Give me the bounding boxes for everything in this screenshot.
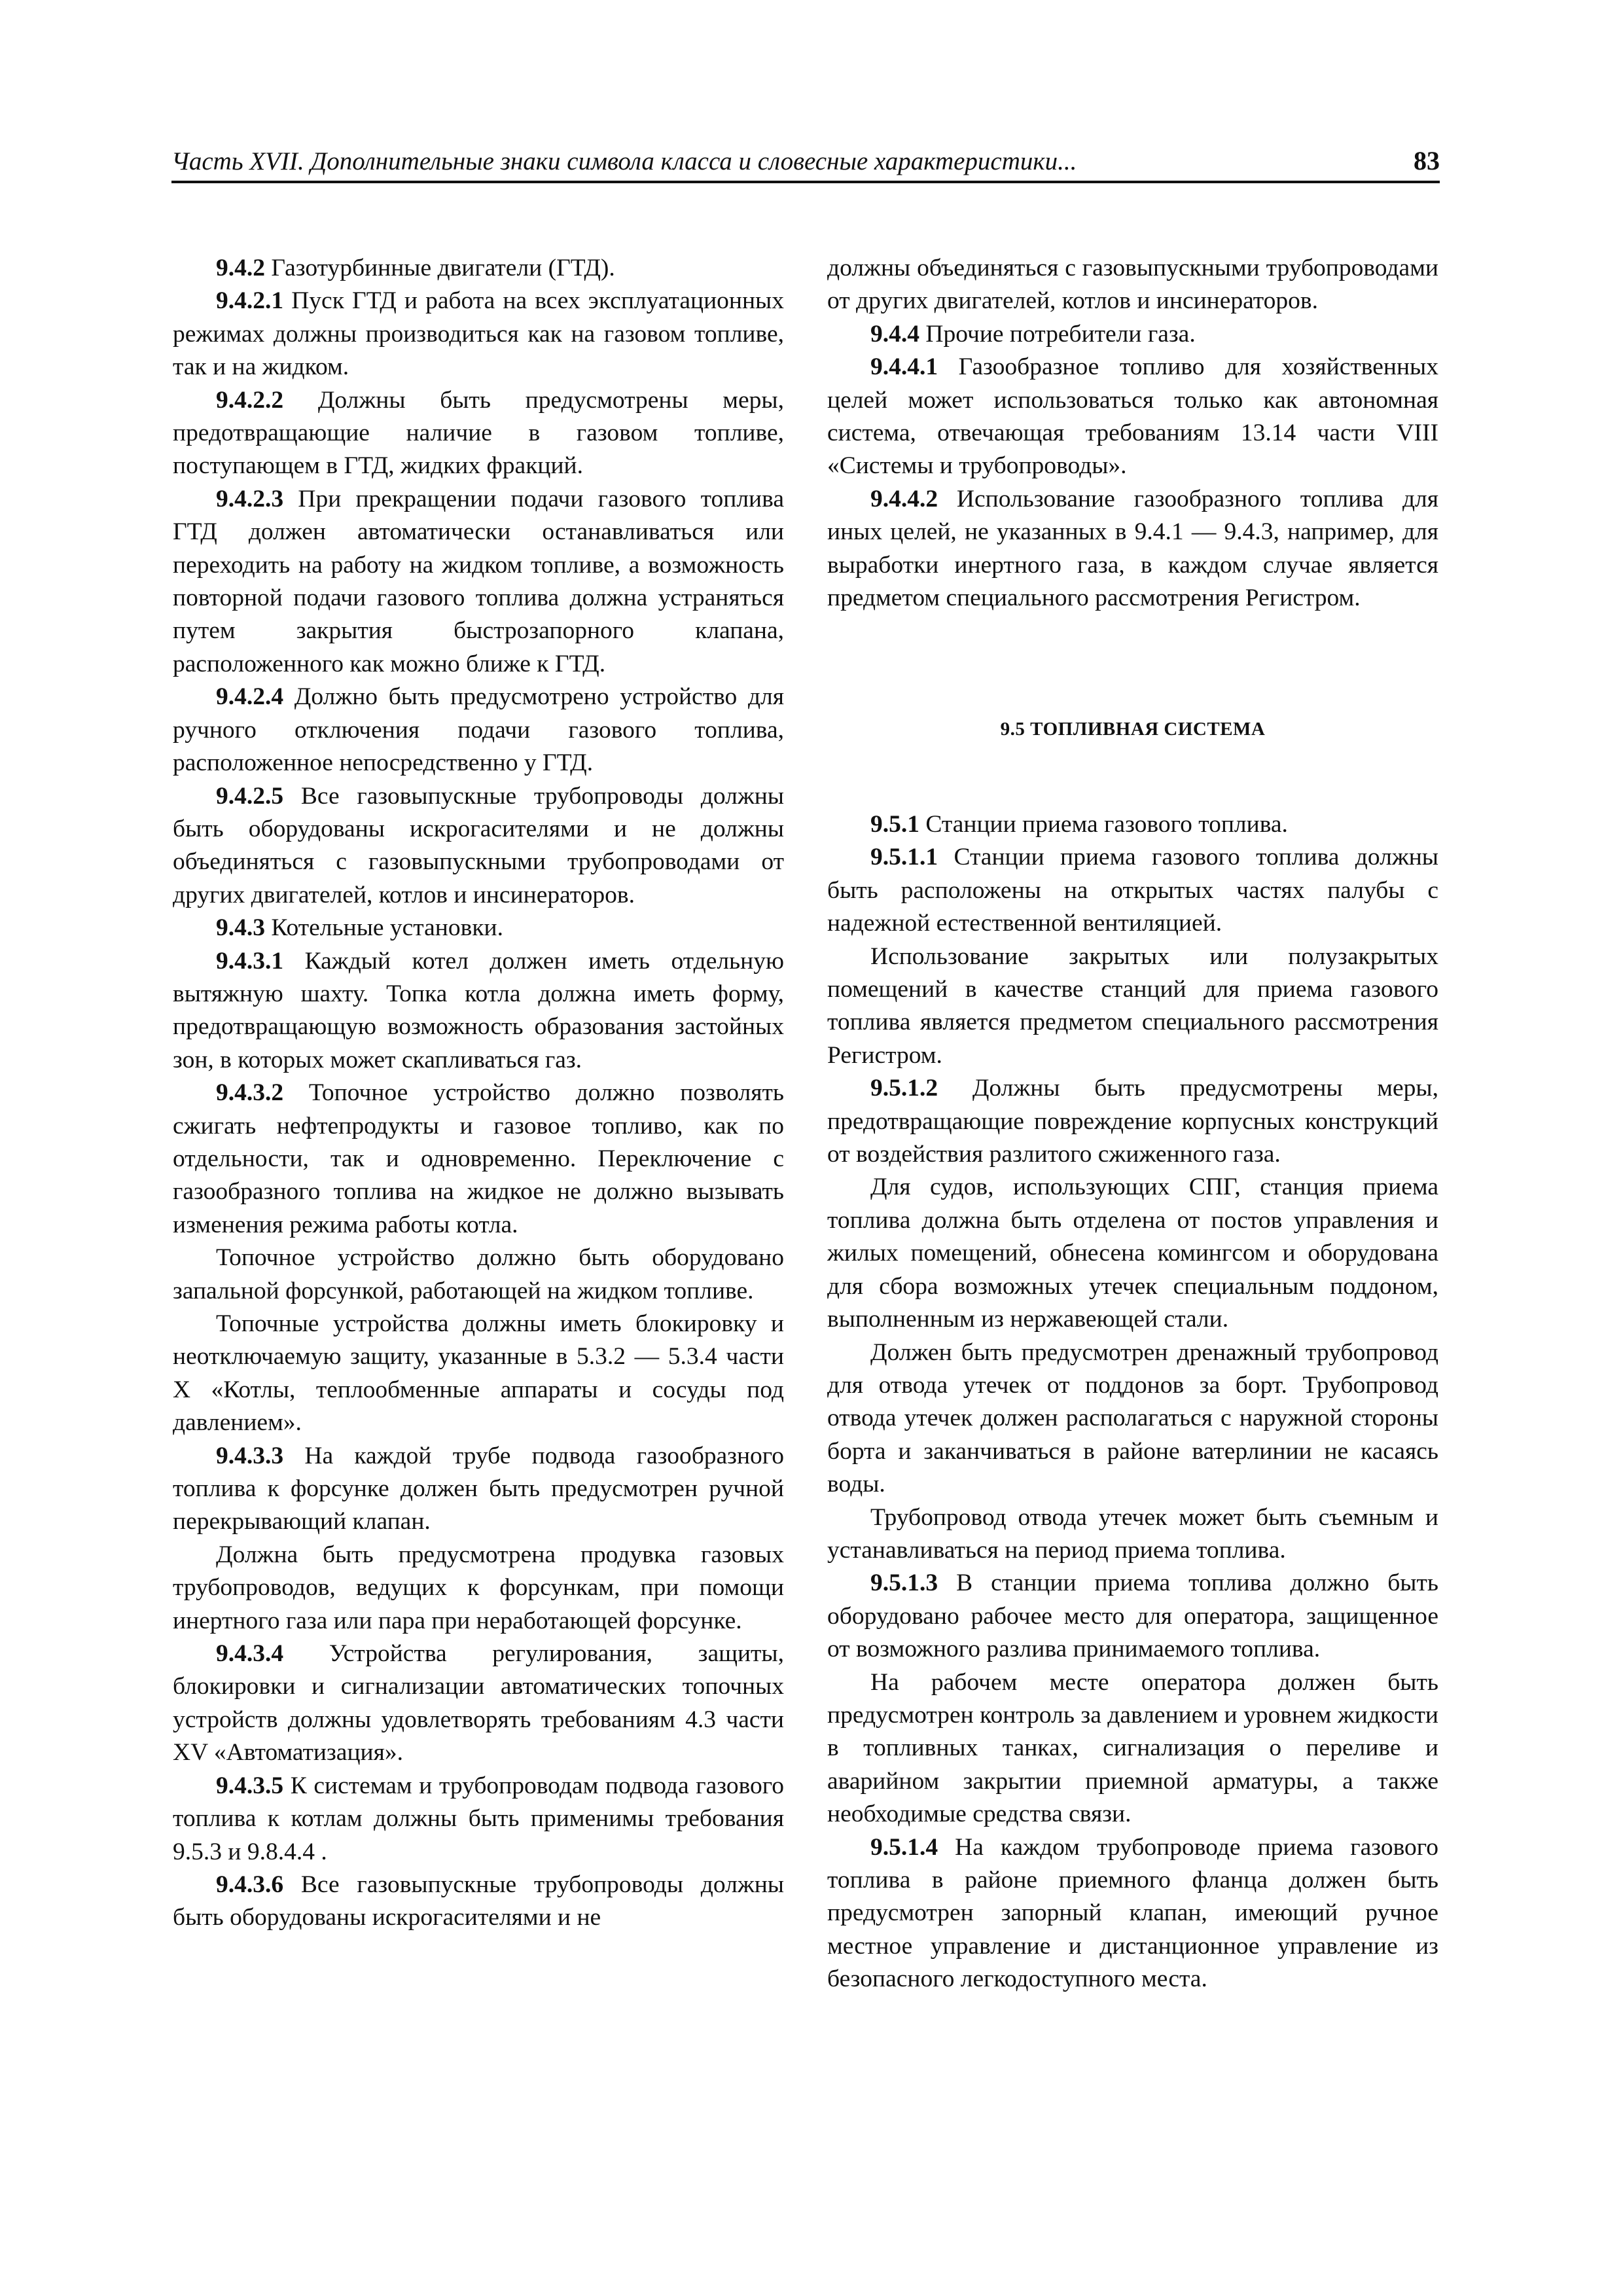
paragraph xyxy=(173,1242,784,1308)
clause-number: 9.5.1.1 xyxy=(870,844,938,871)
paragraph xyxy=(173,285,784,384)
clause-number: 9.4.2.4 xyxy=(216,683,284,711)
paragraph xyxy=(827,1567,1438,1666)
paragraph-text: Прочие потребители газа. xyxy=(919,320,1196,348)
paragraph-text: Топочное устройство должно позволять сжигать нефтепродукты и газовое топливо, как по отдельности, так и одновременно. Переключение с газообразного топлива на жидкое не должно вызывать изменения режима работы котла. xyxy=(173,1079,784,1238)
clause-number: 9.4.3.2 xyxy=(216,1079,284,1107)
clause-number: 9.5.1.3 xyxy=(870,1570,938,1597)
clause-number: 9.4.3.5 xyxy=(216,1772,284,1799)
paragraph-text: Все газовыпускные трубопроводы должны быть оборудованы искрогасителями и не xyxy=(173,1871,784,1931)
paragraph-text: Должно быть предусмотрено устройство для ручного отключения подачи газового топлива, расположенное непосредственно у ГТД. xyxy=(173,683,784,777)
clause-number: 9.4.3.4 xyxy=(216,1640,284,1668)
paragraph xyxy=(173,1770,784,1869)
paragraph xyxy=(173,1440,784,1539)
paragraph xyxy=(173,252,784,285)
paragraph xyxy=(827,1666,1438,1831)
paragraph-text: В станции приема топлива должно быть оборудовано рабочее место для оператора, защищенное от возможного разлива принимаемого топлива. xyxy=(827,1570,1438,1663)
paragraph-text: На каждом трубопроводе приема газового топлива в районе приемного фланца должен быть предусмотрен запорный клапан, имеющий ручное местное управление и дистанционное управление из безопасного легкодоступного места. xyxy=(827,1833,1438,1993)
paragraph-text: Должен быть предусмотрен дренажный трубопровод для отвода утечек от поддонов за борт. Трубопровод отвода утечек должен располагаться с наружной стороны борта и заканчиваться в районе ватерлинии не касаясь воды. xyxy=(827,1338,1438,1498)
clause-number: 9.4.2.2 xyxy=(216,386,284,414)
clause-number: 9.4.2.3 xyxy=(216,485,284,512)
paragraph-text: Котельные установки. xyxy=(265,914,503,942)
paragraph-text: К системам и трубопроводам подвода газового топлива к котлам должны быть применимы требования 9.5.3 и 9.8.4.4 . xyxy=(173,1772,784,1865)
paragraph xyxy=(827,483,1438,615)
clause-number: 9.4.4 xyxy=(870,320,919,348)
paragraph xyxy=(173,780,784,912)
page-number: 83 xyxy=(1414,146,1440,175)
paragraph-text: Станции приема газового топлива. xyxy=(919,811,1288,838)
paragraph-text: На каждой трубе подвода газообразного топлива к форсунке должен быть предусмотрен ручной перекрывающий клапан. xyxy=(173,1442,784,1535)
paragraph-text: Станции приема газового топлива должны быть расположены на открытых частях палубы с надежной естественной вентиляцией. xyxy=(827,844,1438,937)
paragraph xyxy=(173,483,784,681)
running-header xyxy=(171,141,1440,183)
clause-number: 9.4.3 xyxy=(216,914,265,942)
paragraph-text: Трубопровод отвода утечек может быть съемным и устанавливаться на период приема топлива. xyxy=(827,1503,1438,1564)
paragraph xyxy=(173,1869,784,1935)
paragraph xyxy=(173,681,784,780)
paragraph xyxy=(827,318,1438,351)
clause-number: 9.5.1.4 xyxy=(870,1833,938,1861)
paragraph xyxy=(827,841,1438,940)
right-column-top xyxy=(827,252,1438,615)
paragraph-text: На рабочем месте оператора должен быть предусмотрен контроль за давлением и уровнем жидкости в топливных танках, сигнализация о переливе и аварийном закрытии приемной арматуры, а также необходимые средства связи. xyxy=(827,1668,1438,1828)
paragraph xyxy=(827,1501,1438,1568)
paragraph xyxy=(827,1072,1438,1171)
clause-number: 9.4.3.6 xyxy=(216,1871,284,1898)
header-title: Часть XVII. Дополнительные знаки символа класса и словесные характеристики... xyxy=(171,147,1077,175)
paragraph xyxy=(173,945,784,1077)
paragraph xyxy=(827,1831,1438,1996)
paragraph-text: Каждый котел должен иметь отдельную вытяжную шахту. Топка котла должна иметь форму, предотвращающую возможность образования застойных зон, в которых может скапливаться газ. xyxy=(173,947,784,1073)
paragraph-text: Топочные устройства должны иметь блокировку и неотключаемую защиту, указанные в 5.3.2 — 5.3.4 части X «Котлы, теплообменные аппараты и сосуды под давлением». xyxy=(173,1310,784,1437)
paragraph xyxy=(173,912,784,944)
paragraph xyxy=(827,252,1438,318)
paragraph xyxy=(827,808,1438,841)
clause-number: 9.4.2.1 xyxy=(216,287,284,315)
paragraph-text: Устройства регулирования, защиты, блокировки и сигнализации автоматических топочных устройств должны удовлетворять требованиям 4.3 части XV «Автоматизация». xyxy=(173,1640,784,1767)
clause-number: 9.5.1 xyxy=(870,811,919,838)
paragraph-text: должны объединяться с газовыпускными трубопроводами от других двигателей, котлов и инсинераторов. xyxy=(827,255,1438,315)
paragraph-text: Газообразное топливо для хозяйственных целей может использоваться только как автономная система, отвечающая требованиям 13.14 части VIII «Системы и трубопроводы». xyxy=(827,353,1438,480)
paragraph-text: Должна быть предусмотрена продувка газовых трубопроводов, ведущих к форсункам, при помощи инертного газа или пара при неработающей форсунке. xyxy=(173,1541,784,1634)
clause-number: 9.4.3.1 xyxy=(216,947,284,975)
paragraph-text: Топочное устройство должно быть оборудовано запальной форсункой, работающей на жидком топливе. xyxy=(173,1244,784,1304)
clause-number: 9.4.2.5 xyxy=(216,782,284,810)
paragraph-text: Использование закрытых или полузакрытых помещений в качестве станций для приема газового топлива является предметом специального рассмотрения Регистром. xyxy=(827,942,1438,1069)
paragraph-text: Все газовыпускные трубопроводы должны быть оборудованы искрогасителями и не должны объединяться с газовыпускными трубопроводами от других двигателей, котлов и инсинераторов. xyxy=(173,782,784,908)
paragraph-text: Должны быть предусмотрены меры, предотвращающие наличие в газовом топливе, поступающем в ГТД, жидких фракций. xyxy=(173,386,784,480)
clause-number: 9.4.4.1 xyxy=(870,353,938,381)
paragraph xyxy=(173,384,784,483)
paragraph-text: Для судов, использующих СПГ, станция приема топлива должна быть отделена от постов управления и жилых помещений, обнесена комингсом и оборудована для сбора возможных утечек специальным поддоном, выполненным из нержавеющей стали. xyxy=(827,1174,1438,1333)
clause-number: 9.5.1.2 xyxy=(870,1075,938,1102)
paragraph-text: Использование газообразного топлива для иных целей, не указанных в 9.4.1 — 9.4.3, например, для выработки инертного газа, в каждом случае является предметом специального рассмотрения Регистром. xyxy=(827,485,1438,612)
section-heading: 9.5 ТОПЛИВНАЯ СИСТЕМА xyxy=(1000,719,1266,740)
paragraph xyxy=(827,351,1438,483)
paragraph xyxy=(827,941,1438,1073)
left-column xyxy=(173,252,784,1935)
clause-number: 9.4.3.3 xyxy=(216,1442,284,1469)
paragraph-text: Должны быть предусмотрены меры, предотвращающие повреждение корпусных конструкций от воздействия разлитого сжиженного газа. xyxy=(827,1075,1438,1168)
paragraph-text: Пуск ГТД и работа на всех эксплуатационных режимах должны производиться как на газовом топливе, так и на жидком. xyxy=(173,287,784,381)
right-column-bottom xyxy=(827,808,1438,1996)
clause-number: 9.4.4.2 xyxy=(870,485,938,512)
paragraph xyxy=(173,1077,784,1242)
paragraph xyxy=(173,1638,784,1770)
paragraph xyxy=(173,1308,784,1440)
paragraph xyxy=(173,1539,784,1638)
paragraph xyxy=(827,1336,1438,1501)
paragraph xyxy=(827,1171,1438,1336)
paragraph-text: Газотурбинные двигатели (ГТД). xyxy=(265,255,615,281)
paragraph-text: При прекращении подачи газового топлива ГТД должен автоматически останавливаться или переходить на работу на жидком топливе, а возможность повторной подачи газового топлива должна устраняться путем закрытия быстрозапорного клапана, расположенного как можно ближе к ГТД. xyxy=(173,485,784,677)
clause-number: 9.4.2 xyxy=(216,255,265,281)
